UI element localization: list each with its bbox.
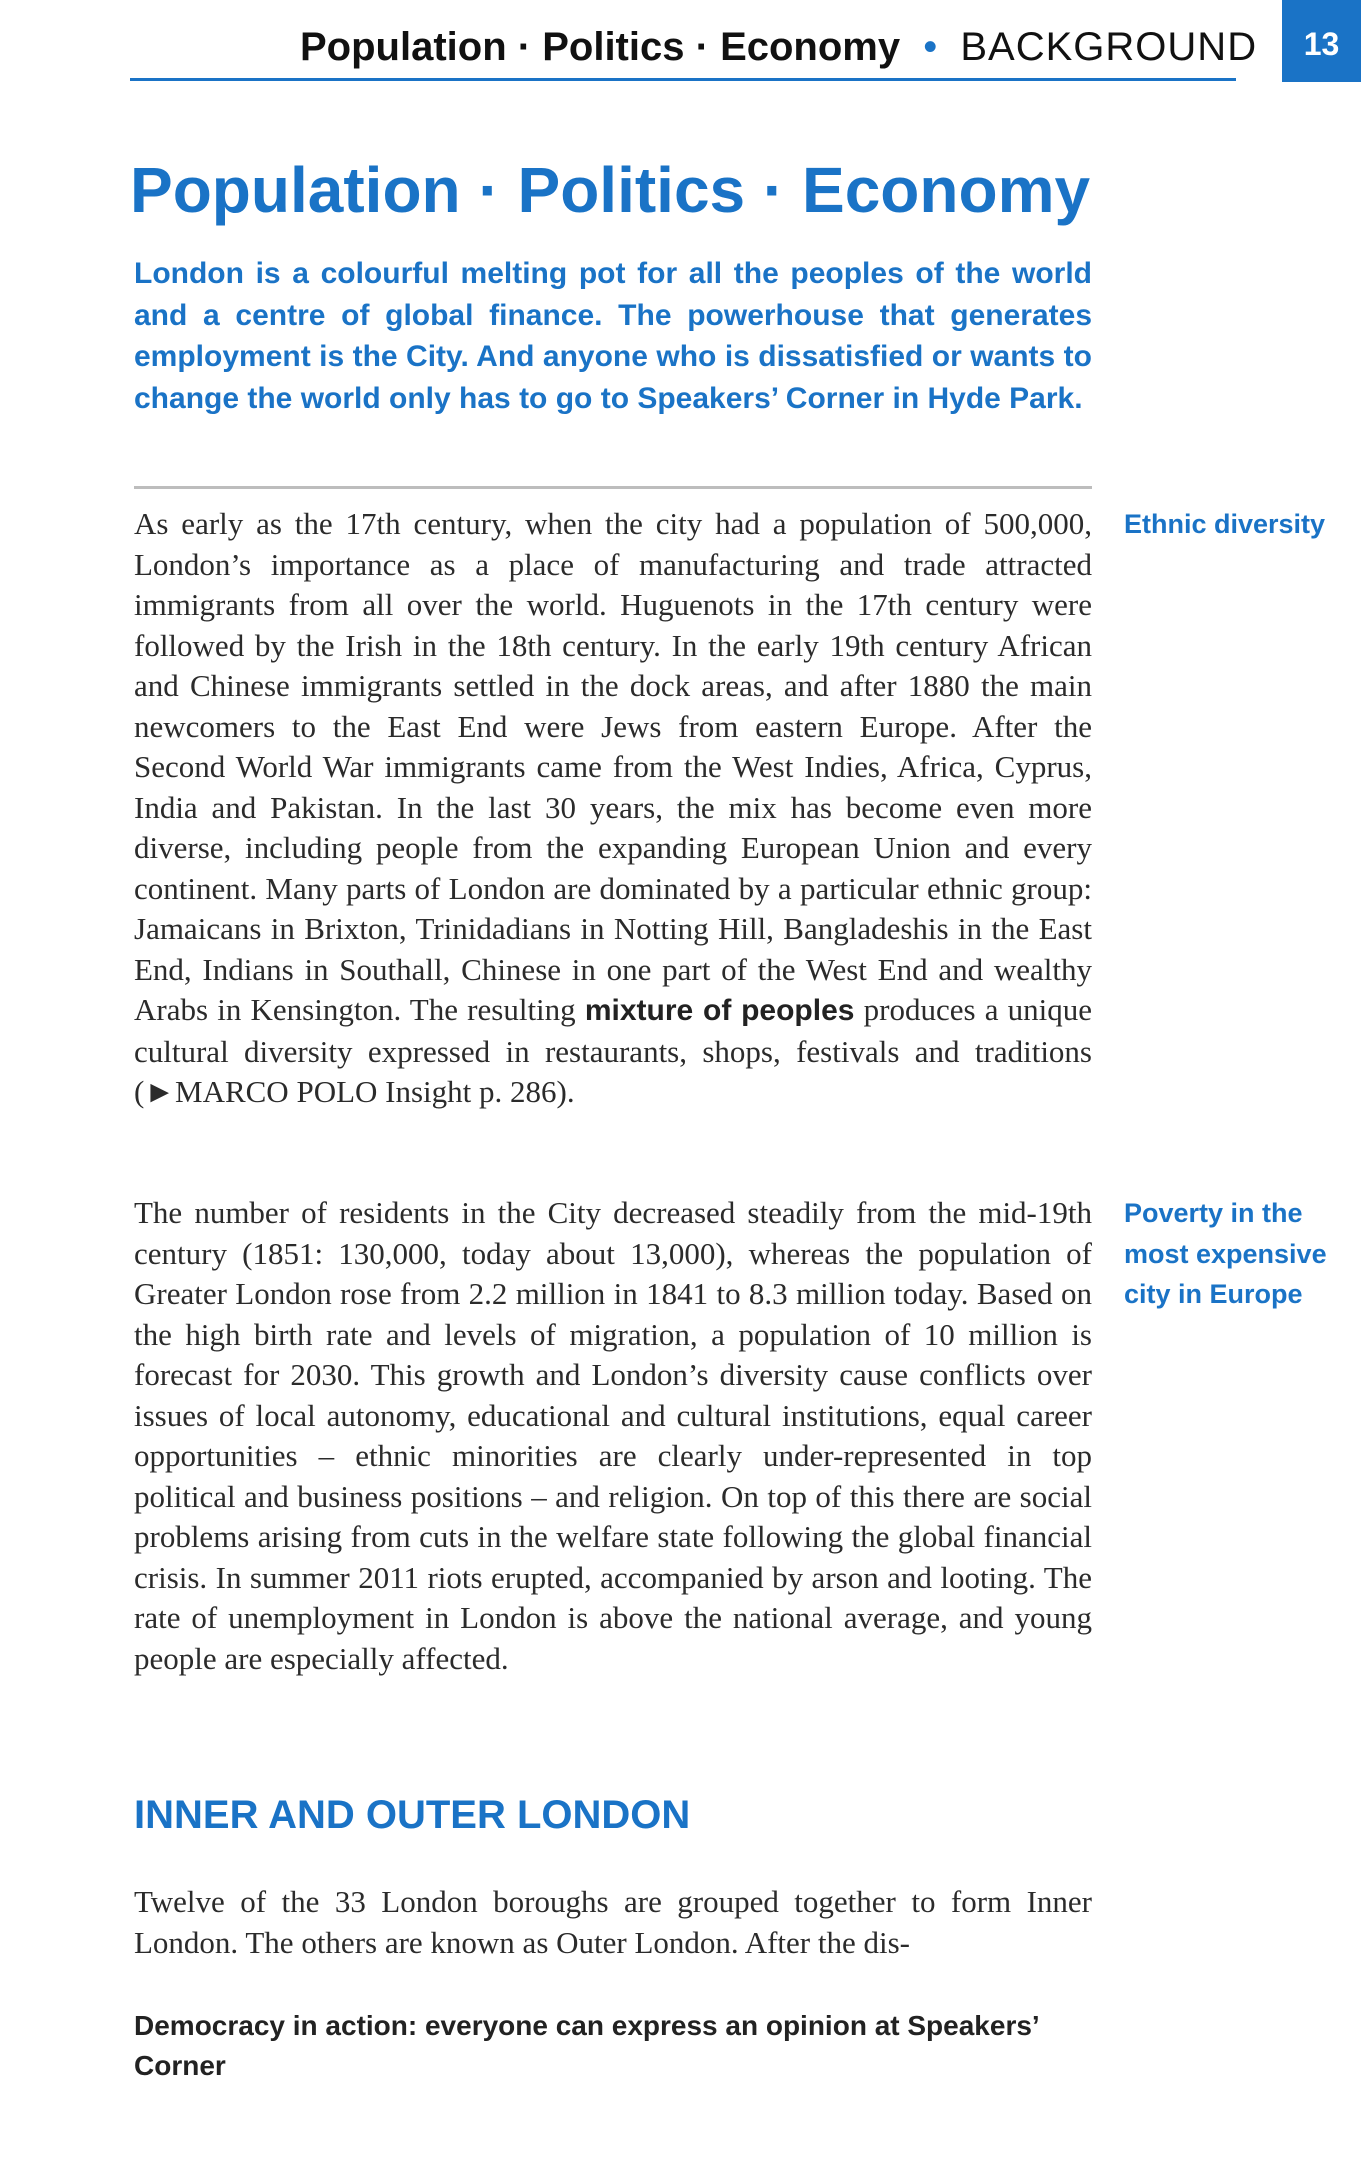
page-title: Population · Politics · Economy [130, 154, 1091, 226]
header-rule [130, 78, 1236, 81]
header-separator: · [695, 25, 709, 69]
running-header [300, 20, 1258, 74]
header-separator: · [517, 25, 532, 69]
header-title-part1: Population [300, 25, 507, 69]
paragraph-text: produces a unique cultural diversity expressed in restaurants, shops, festivals and traditions (►MARCO POLO Insight p. 286). [134, 992, 1093, 1109]
header-title-part3: Economy [720, 25, 901, 69]
header-title-part2: Politics [542, 25, 685, 69]
page-number-tab [1282, 0, 1361, 82]
body-paragraph-poverty: The number of residents in the City decreased steadily from the mid-19th century (1851: 130,000, today about 13,000), whereas the population of Greater London rose from 2.2 million in 1841 to 8.3 million today. Based on the high birth rate and levels of migration, a population of 10 million is forecast for 2030. This growth and London’s diversity cause conflicts over issues of local autonomy, educational and cultural institutions, equal career opportunities – ethnic minorities are clearly under-represented in top political and business positions – and religion. On top of this there are social problems arising from cuts in the welfare state following the global financial crisis. In summer 2011 riots erupted, accompanied by arson and looting. The rate of unemployment in London is above the national average, and young people are especially affected. [134, 1195, 1092, 1676]
page-number: 13 [1303, 26, 1340, 62]
photo-caption: Democracy in action: everyone can express an opinion at Speakers’ Corner [134, 2010, 1039, 2081]
lead-divider [134, 486, 1092, 489]
header-bullet: • [923, 25, 938, 69]
margin-note-ethnic-diversity: Ethnic diversity [1124, 509, 1326, 539]
lead-paragraph: London is a colourful melting pot for all the peoples of the world and a centre of global finance. The powerhouse that generates employment is the City. And anyone who is dissatisfied or wants to change the world only has to go to Speakers’ Corner in Hyde Park. [134, 257, 1092, 415]
header-section: BACKGROUND [960, 25, 1258, 69]
body-paragraph-boroughs: Twelve of the 33 London boroughs are grouped together to form Inner London. The others are known as Outer London. After the dis- [134, 1884, 1092, 1960]
paragraph-text: As early as the 17th century, when the city had a population of 500,000, London’s importance as a place of manufacturing and trade attracted immigrants from all over the world. Huguenots in the 17th century were followed by the Irish in the 18th century. In the early 19th century African and Chinese immigrants settled in the dock areas, and after 1880 the main newcomers to the East End were Jews from eastern Europe. After the Second World War immigrants came from the West Indies, Africa, Cyprus, India and Pakistan. In the last 30 years, the mix has become even more diverse, including people from the expanding European Union and every continent. Many parts of London are dominated by a particular ethnic group: Jamaicans in Brixton, Trinidadians in Notting Hill, Bangladeshis in the East End, Indians in Southall, Chinese in one part of the West End and wealthy Arabs in Kensington. The resulting [134, 506, 1092, 1027]
margin-note-poverty: Poverty in the most expensive city in Europe [1124, 1198, 1327, 1309]
keyword-mixture-of-peoples: mixture of peoples [584, 994, 855, 1027]
subheading-inner-outer-london: INNER AND OUTER LONDON [134, 1793, 691, 1837]
body-paragraph-ethnic-diversity [134, 504, 1092, 1113]
